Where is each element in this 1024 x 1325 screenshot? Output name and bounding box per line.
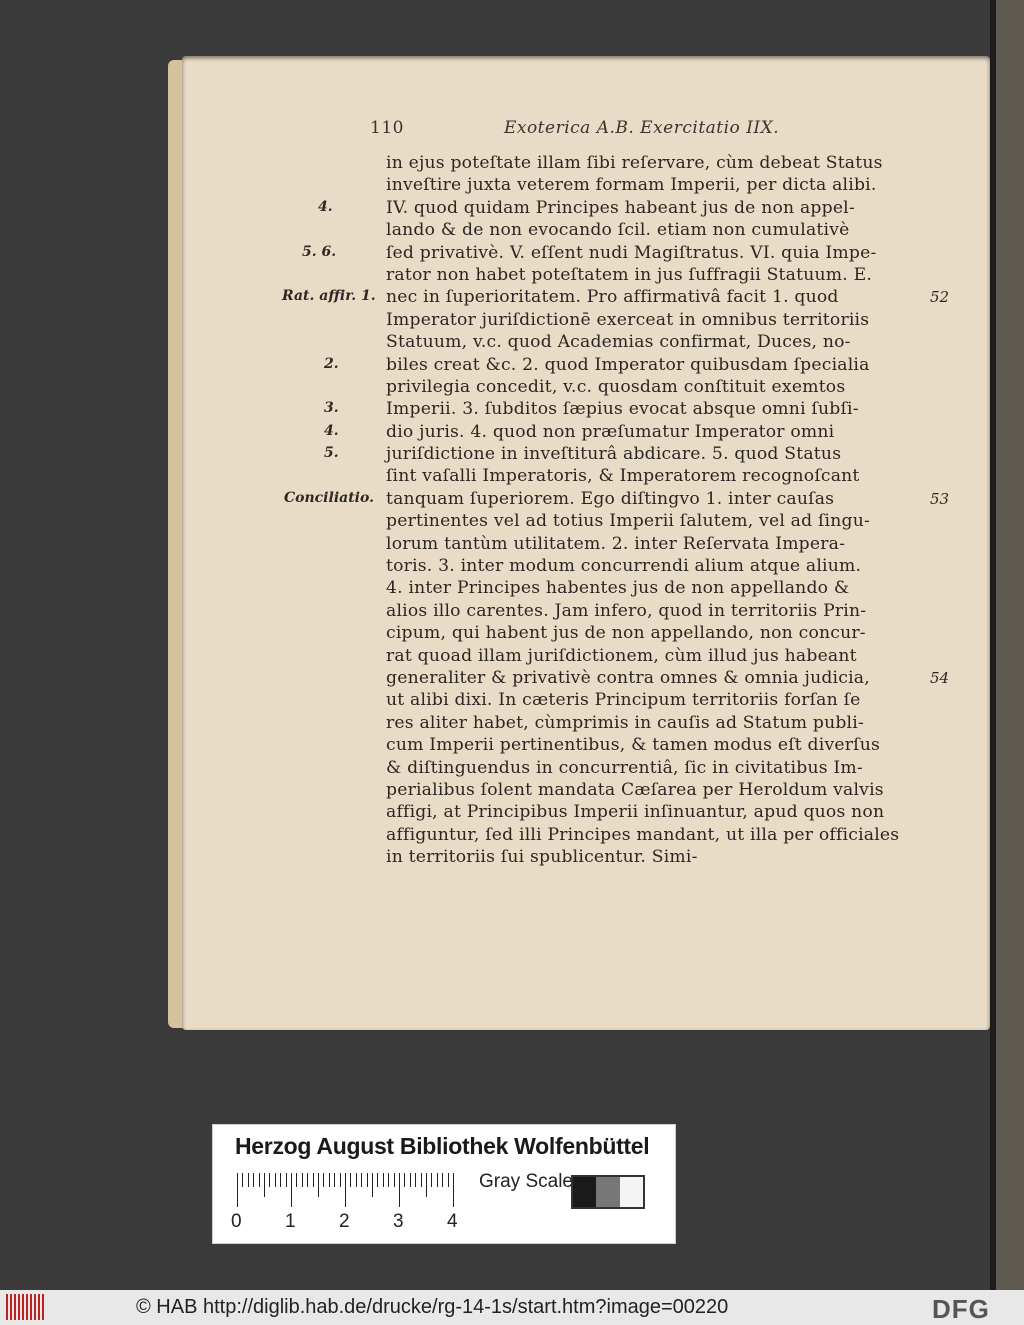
ruler-tick xyxy=(437,1173,438,1187)
left-marginal-note: 4. xyxy=(318,198,333,215)
text-line: lorum tantùm utilitatem. 2. inter Reſervata Impera- xyxy=(386,533,846,554)
text-line: lando & de non evocando ſcil. etiam non cumulativè xyxy=(386,220,850,241)
ruler-tick xyxy=(345,1173,346,1207)
ruler-tick xyxy=(421,1173,422,1187)
left-marginal-note: 5. 6. xyxy=(302,243,337,260)
text-line: in territoriis ſui spublicentur. Simi- xyxy=(386,847,698,868)
text-line: privilegia concedit, v.c. quosdam conſtituit exemtos xyxy=(386,376,846,397)
text-line: ſed privativè. V. eſſent nudi Magiſtratus. VI. quia Impe- xyxy=(386,242,877,263)
ruler-tick xyxy=(448,1173,449,1187)
ruler-label: 0 xyxy=(231,1211,242,1232)
ruler-tick xyxy=(318,1173,319,1197)
text-line: toris. 3. inter modum concurrendi alium atque alium. xyxy=(386,556,862,577)
ruler-tick xyxy=(404,1173,405,1187)
text-line: rat quoad illam juriſdictionem, cùm illud jus habeant xyxy=(386,645,857,666)
ruler-tick xyxy=(442,1173,443,1187)
text-line: dio juris. 4. quod non præſumatur Imperator omni xyxy=(386,421,835,442)
page-number: 110 xyxy=(370,118,404,138)
text-line: Imperator juriſdictionē exerceat in omnibus territoriis xyxy=(386,309,870,330)
ruler-tick xyxy=(296,1173,297,1187)
running-header xyxy=(370,118,779,138)
ruler-tick xyxy=(269,1173,270,1187)
scale-ruler xyxy=(237,1173,467,1213)
footer-bar xyxy=(0,1290,1024,1325)
text-line: generaliter & privativè contra omnes & omnia judicia, xyxy=(386,667,870,688)
ruler-tick xyxy=(372,1173,373,1197)
ruler-tick xyxy=(361,1173,362,1187)
text-line: biles creat &c. 2. quod Imperator quibusdam ſpecialia xyxy=(386,354,870,375)
ruler-tick xyxy=(275,1173,276,1187)
text-line: pertinentes vel ad totius Imperii ſalutem, vel ad ſingu- xyxy=(386,511,871,532)
ruler-tick xyxy=(237,1173,238,1207)
left-marginal-note: 5. xyxy=(324,445,339,462)
text-line: ut alibi dixi. In cæteris Principum territoriis forſan ſe xyxy=(386,690,861,711)
text-line: rator non habet poteſtatem in jus ſuffragii Statuum. E. xyxy=(386,264,872,285)
ruler-tick xyxy=(334,1173,335,1187)
ruler-label: 1 xyxy=(285,1211,296,1232)
text-line: inveſtire juxta veterem formam Imperii, per dicta alibi. xyxy=(386,175,877,196)
ruler-tick xyxy=(302,1173,303,1187)
gray-scale-swatches xyxy=(571,1175,645,1209)
ruler-tick xyxy=(264,1173,265,1197)
ruler-tick xyxy=(410,1173,411,1187)
ruler-label: 3 xyxy=(393,1211,404,1232)
left-marginal-note: 2. xyxy=(324,355,339,372)
ruler-tick xyxy=(426,1173,427,1197)
right-marginal-number: 53 xyxy=(930,490,950,508)
ruler-tick xyxy=(313,1173,314,1187)
text-line: alios illo carentes. Jam infero, quod in territoriis Prin- xyxy=(386,600,867,621)
ruler-label: 4 xyxy=(447,1211,458,1232)
text-line: 4. inter Principes habentes jus de non appellando & xyxy=(386,578,850,599)
text-line: & diſtinguendus in concurrentiâ, ſic in civitatibus Im- xyxy=(386,757,863,778)
facing-page-edge xyxy=(996,0,1024,1290)
ruler-label: 2 xyxy=(339,1211,350,1232)
ruler-tick xyxy=(259,1173,260,1187)
ruler-tick xyxy=(399,1173,400,1207)
left-marginal-note: Rat. affir. 1. xyxy=(282,288,376,305)
ruler-tick xyxy=(340,1173,341,1187)
text-line: tanquam ſuperiorem. Ego diſtingvo 1. inter cauſas xyxy=(386,488,835,509)
text-line: affigi, at Principibus Imperii inſinuantur, apud quos non xyxy=(386,802,885,823)
text-line: IV. quod quidam Principes habeant jus de non appel- xyxy=(386,197,855,218)
text-line: affiguntur, ſed illi Principes mandant, ut illa per officiales xyxy=(386,824,900,845)
text-line: cipum, qui habent jus de non appellando, non concur- xyxy=(386,623,866,644)
ruler-tick xyxy=(453,1173,454,1207)
ruler-tick xyxy=(291,1173,292,1207)
text-line: Imperii. 3. ſubditos ſæpius evocat absque omni ſubſi- xyxy=(386,399,859,420)
gray-scale-label: Gray Scale xyxy=(479,1171,573,1192)
ruler-tick xyxy=(431,1173,432,1187)
library-name: Herzog August Bibliothek Wolfenbüttel xyxy=(235,1133,650,1159)
gray-swatch xyxy=(596,1177,619,1207)
ruler-tick xyxy=(307,1173,308,1187)
ruler-tick xyxy=(415,1173,416,1187)
ruler-tick xyxy=(388,1173,389,1187)
text-line: nec in ſuperioritatem. Pro affirmativâ facit 1. quod xyxy=(386,287,839,308)
ruler-tick xyxy=(367,1173,368,1187)
running-title: Exoterica A.B. Exercitatio IIX. xyxy=(503,118,780,138)
color-calibration-card xyxy=(212,1124,676,1244)
ruler-tick xyxy=(286,1173,287,1187)
left-marginal-note: 4. xyxy=(324,422,339,439)
ruler-tick xyxy=(329,1173,330,1187)
text-line: res aliter habet, cùmprimis in cauſis ad Statum publi- xyxy=(386,712,864,733)
text-line: ſint vaſalli Imperatoris, & Imperatorem recognoſcant xyxy=(386,466,860,487)
ruler-tick xyxy=(248,1173,249,1187)
copyright-link[interactable]: © HAB http://diglib.hab.de/drucke/rg-14-1s/start.htm?image=00220 xyxy=(136,1296,729,1318)
ruler-tick xyxy=(383,1173,384,1187)
left-marginal-note: 3. xyxy=(324,400,339,417)
body-text xyxy=(386,152,946,869)
text-line: Statuum, v.c. quod Academias confirmat, Duces, no- xyxy=(386,332,851,353)
right-marginal-number: 54 xyxy=(930,669,950,688)
ruler-tick xyxy=(323,1173,324,1187)
ruler-tick xyxy=(356,1173,357,1187)
gray-swatch xyxy=(573,1177,596,1207)
ruler-tick xyxy=(350,1173,351,1187)
left-marginal-note: Conciliatio. xyxy=(284,490,374,506)
text-line: juriſdictione in inveſtiturâ abdicare. 5. quod Status xyxy=(386,444,842,465)
gray-swatch xyxy=(620,1177,643,1207)
ruler-tick xyxy=(242,1173,243,1187)
ruler-tick xyxy=(280,1173,281,1187)
text-line: perialibus ſolent mandata Cæſarea per Heroldum valvis xyxy=(386,779,884,800)
text-line: cum Imperii pertinentibus, & tamen modus eſt diverſus xyxy=(386,735,880,756)
hab-logo-icon xyxy=(6,1294,46,1320)
ruler-tick xyxy=(377,1173,378,1187)
ruler-tick xyxy=(253,1173,254,1187)
right-marginal-number: 52 xyxy=(930,288,950,307)
ruler-tick xyxy=(394,1173,395,1187)
dfg-logo: DFG xyxy=(932,1294,990,1324)
text-line: in ejus poteſtate illam ſibi reſervare, cùm debeat Status xyxy=(386,153,883,173)
